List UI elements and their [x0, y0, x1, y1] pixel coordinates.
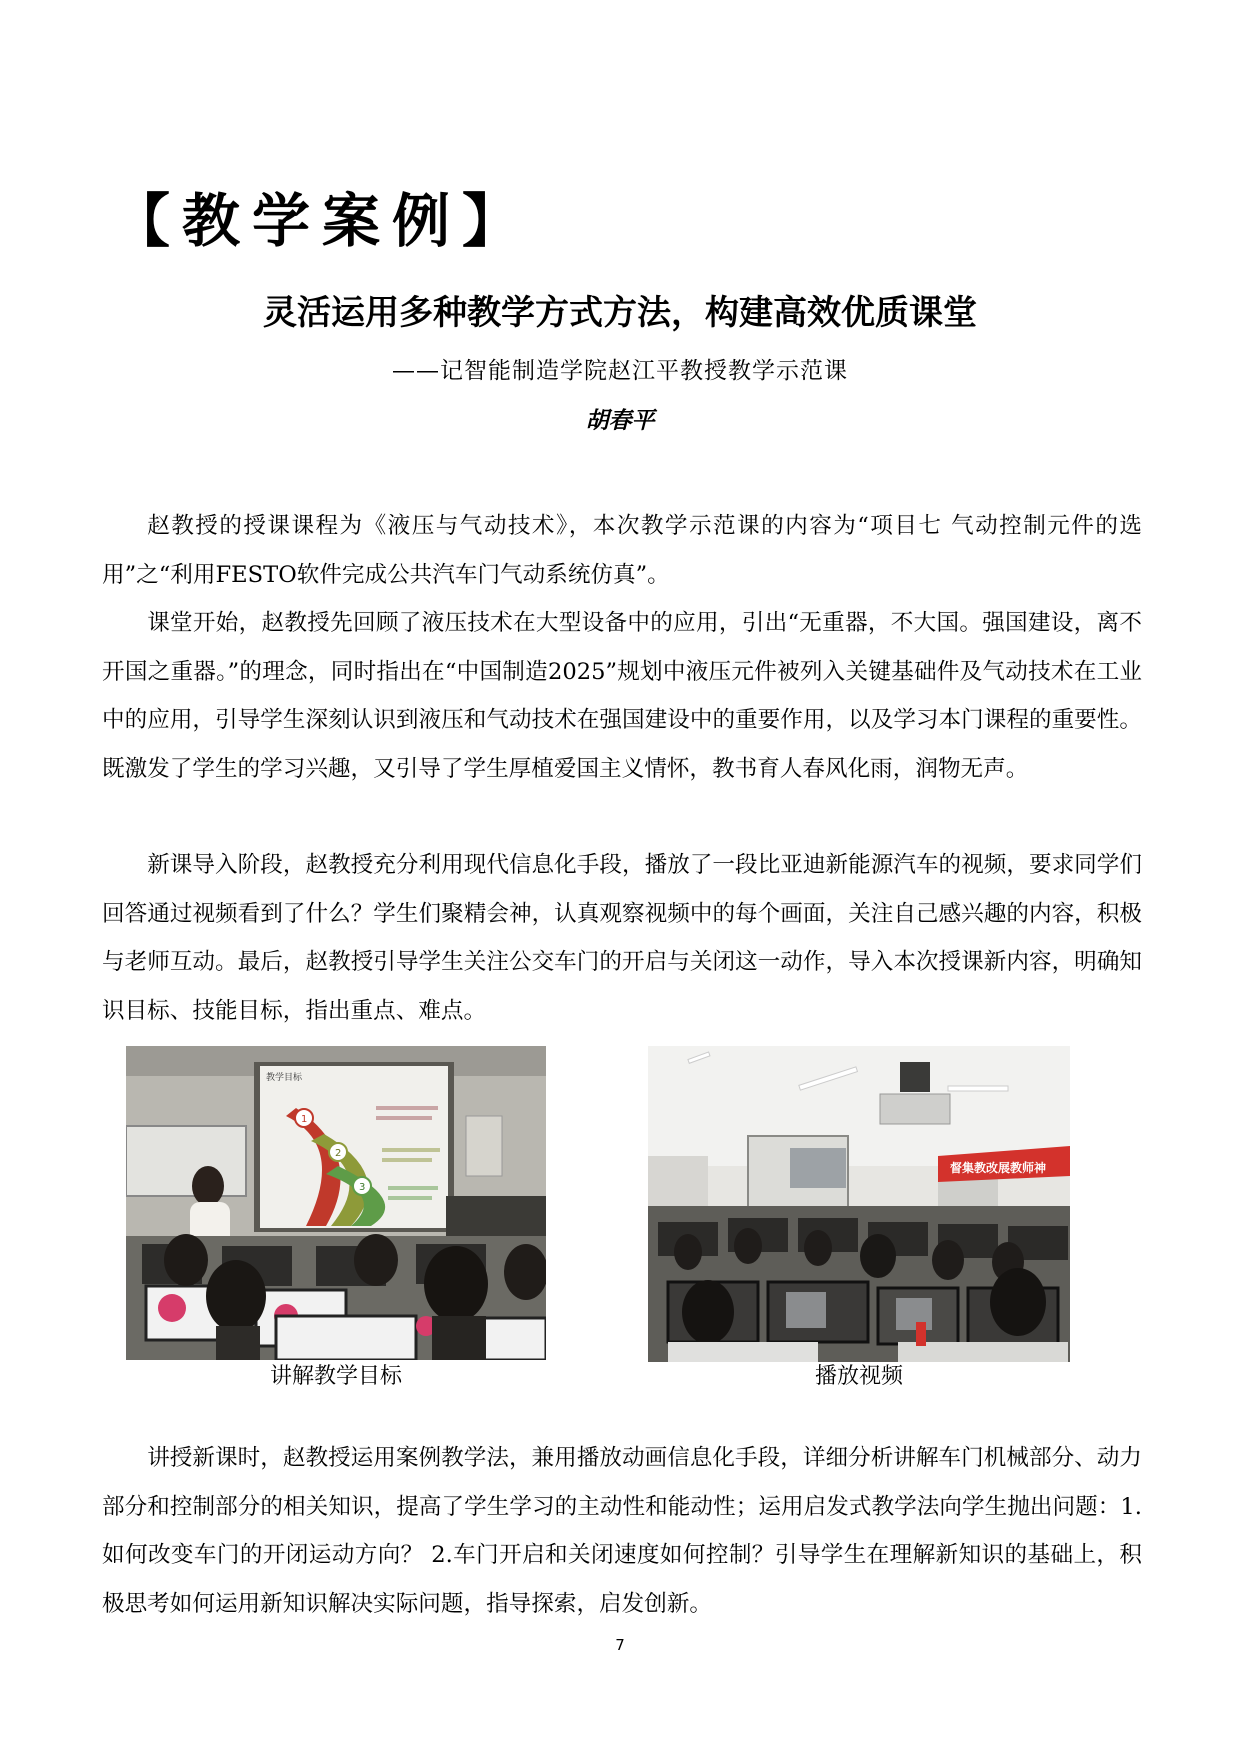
photo-caption-1: 讲解教学目标: [269, 1364, 402, 1389]
paragraph-3: 新课导入阶段，赵教授充分利用现代信息化手段，播放了一段比亚迪新能源汽车的视频，要求同学们回答通过视频看到了什么？学生们聚精会神，认真观察视频中的每个画面，关注自己感兴趣的内容，积极与老师互动。最后，赵教授引导学生关注公交车门的开启与关闭这一动作，导入本次授课新内容，明确知识目标、技能目标，指出重点、难点。: [102, 852, 1142, 1024]
slide-title: 教学目标: [266, 1073, 303, 1083]
paragraph-2: 课堂开始，赵教授先回顾了液压技术在大型设备中的应用，引出“无重器，不大国。强国建设，离不开国之重器。”的理念，同时指出在“中国制造2025”规划中液压元件被列入关键基础件及气动技术在工业中的应用，引导学生深刻认识到液压和气动技术在强国建设中的重要作用，以及学习本门课程的重要性。既激发了学生的学习兴趣，又引导了学生厚植爱国主义情怀，教书育人春风化雨，润物无声。: [102, 610, 1142, 782]
paragraph-1: 赵教授的授课课程为《液压与气动技术》，本次教学示范课的内容为“项目七 气动控制元件的选用”之“利用FESTO软件完成公共汽车门气动系统仿真”。: [102, 513, 1142, 588]
slide-number-3: 3: [359, 1182, 366, 1193]
article-author: 胡春平: [585, 407, 655, 434]
photo-caption-2: 播放视频: [814, 1364, 903, 1389]
article-title: 灵活运用多种教学方式方法，构建高效优质课堂: [263, 293, 977, 333]
photo-teaching-objectives: [126, 1046, 546, 1360]
banner-text: 督集教改展教师神: [950, 1161, 1047, 1175]
slide-number-2: 2: [335, 1148, 342, 1159]
paragraph-4: 讲授新课时，赵教授运用案例教学法，兼用播放动画信息化手段，详细分析讲解车门机械部分、动力部分和控制部分的相关知识，提高了学生学习的主动性和能动性；运用启发式教学法向学生抛出问题：1.如何改变车门的开闭运动方向？ 2.车门开启和关闭速度如何控制？引导学生在理解新知识的基础上，积极思考如何运用新知识解决实际问题，指导探索，启发创新。: [102, 1445, 1142, 1617]
photo-playing-video: [648, 1046, 1070, 1362]
page-number: 7: [615, 1636, 625, 1654]
section-heading: 【教学案例】: [112, 187, 533, 255]
slide-number-1: 1: [301, 1114, 308, 1125]
article-subtitle: ——记智能制造学院赵江平教授教学示范课: [392, 358, 848, 384]
